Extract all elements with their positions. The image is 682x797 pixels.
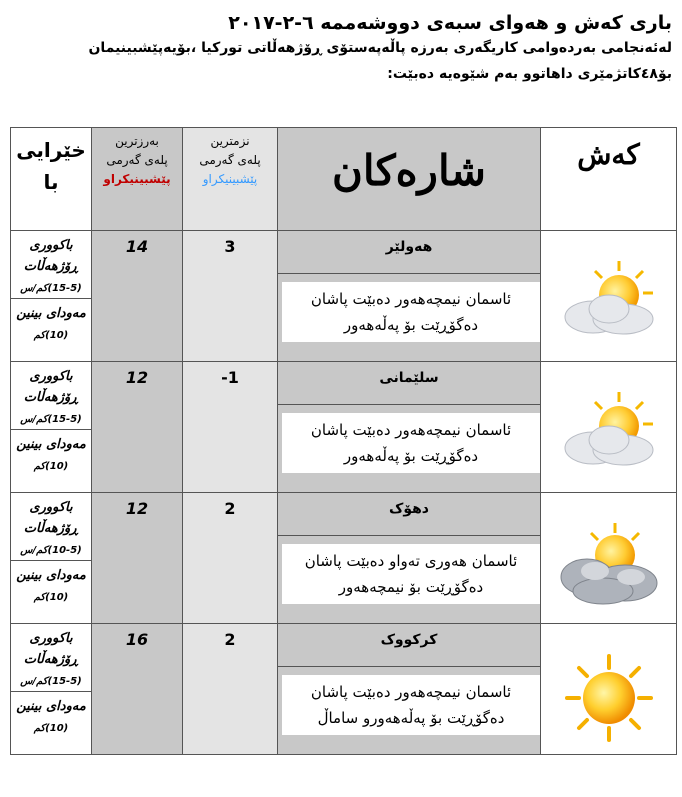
max-temp-header xyxy=(92,128,183,231)
forecast-table xyxy=(10,127,677,755)
wind-speed: (15-5)کم/س xyxy=(20,283,82,294)
page-title: باری کەش و هەوای سبەی دووشەممە ٦-٢-٢٠١٧ xyxy=(228,12,672,34)
max-temp: 14 xyxy=(125,237,149,256)
city-cell xyxy=(278,624,541,755)
sunny-icon xyxy=(553,652,665,744)
max-header-l3: پێشبینیکراو xyxy=(103,172,171,186)
max-temp: 12 xyxy=(125,368,149,387)
wind-speed: (15-5)کم/س xyxy=(20,414,82,425)
min-temp-cell xyxy=(183,493,278,624)
visibility-value: (10)کم xyxy=(33,723,69,734)
cities-header-label: شارەکان xyxy=(332,146,486,195)
weather-header xyxy=(541,128,677,231)
cloudy-sun-icon xyxy=(553,521,665,607)
visibility-value: (10)کم xyxy=(33,592,69,603)
wind-direction: باکووری ڕۆژهەڵات xyxy=(23,631,79,667)
partly-cloudy-icon xyxy=(553,390,665,470)
min-temp: 2 xyxy=(224,630,236,649)
wind-cell xyxy=(11,231,92,362)
weather-icon-cell xyxy=(541,231,677,362)
visibility-label: مەودای بینین xyxy=(16,306,86,321)
min-temp: 3 xyxy=(224,237,236,256)
table-row xyxy=(11,362,677,493)
min-temp-cell xyxy=(183,231,278,362)
max-temp: 12 xyxy=(125,499,149,518)
wind-header-label: خێرایی با xyxy=(16,138,86,194)
cities-header xyxy=(278,128,541,231)
max-header-l1: بەرزترین xyxy=(115,134,159,148)
visibility-label: مەودای بینین xyxy=(16,568,86,583)
wind-header xyxy=(11,128,92,231)
wind-cell xyxy=(11,493,92,624)
city-name: دهۆک xyxy=(278,493,540,536)
weather-description: ئاسمان نیمچەهەور دەبێت پاشان دەگۆڕێت بۆ پەڵەهەور xyxy=(282,282,540,342)
table-row xyxy=(11,493,677,624)
wind-cell xyxy=(11,362,92,493)
city-name: هەولێر xyxy=(278,231,540,274)
min-temp-cell xyxy=(183,362,278,493)
wind-cell xyxy=(11,624,92,755)
visibility-label: مەودای بینین xyxy=(16,699,86,714)
max-temp-cell xyxy=(92,231,183,362)
wind-direction: باکووری ڕۆژهەڵات xyxy=(23,369,79,405)
wind-speed: (10-5)کم/س xyxy=(20,545,82,556)
weather-icon-cell xyxy=(541,362,677,493)
weather-description: ئاسمان نیمچەهەور دەبێت پاشان دەگۆڕێت بۆ پەڵەهەور xyxy=(282,413,540,473)
min-temp-cell xyxy=(183,624,278,755)
table-row xyxy=(11,624,677,755)
visibility-value: (10)کم xyxy=(33,461,69,472)
visibility-value: (10)کم xyxy=(33,330,69,341)
header-row xyxy=(11,128,677,231)
city-cell xyxy=(278,493,541,624)
wind-speed: (15-5)کم/س xyxy=(20,676,82,687)
weather-description: ئاسمان نیمچەهەور دەبێت پاشان دەگۆڕێت بۆ پەڵەهەورو ساماڵ xyxy=(282,675,540,735)
city-cell xyxy=(278,362,541,493)
intro-line-2: بۆ٤٨کاتژمێری داهاتوو بەم شێوەیە دەبێت: xyxy=(387,66,672,82)
min-header-l2: پلەی گەرمی xyxy=(199,153,261,167)
weather-icon-cell xyxy=(541,624,677,755)
max-temp-cell xyxy=(92,362,183,493)
table-row xyxy=(11,231,677,362)
weather-icon-cell xyxy=(541,493,677,624)
min-temp: -1 xyxy=(221,368,239,387)
weather-header-label: کەش xyxy=(577,138,640,171)
partly-cloudy-icon xyxy=(553,259,665,339)
max-header-l2: پلەی گەرمی xyxy=(106,153,168,167)
min-temp: 2 xyxy=(224,499,236,518)
weather-description: ئاسمان هەوری تەواو دەبێت پاشان دەگۆڕێت بۆ نیمچەهەور xyxy=(282,544,540,604)
min-header-l3: پێشبینیکراو xyxy=(202,172,258,186)
max-temp-cell xyxy=(92,624,183,755)
wind-direction: باکووری ڕۆژهەڵات xyxy=(23,500,79,536)
city-cell xyxy=(278,231,541,362)
max-temp-cell xyxy=(92,493,183,624)
city-name: کرکووک xyxy=(278,624,540,667)
visibility-label: مەودای بینین xyxy=(16,437,86,452)
min-temp-header xyxy=(183,128,278,231)
city-name: سلێمانی xyxy=(278,362,540,405)
max-temp: 16 xyxy=(125,630,149,649)
wind-direction: باکووری ڕۆژهەڵات xyxy=(23,238,79,274)
min-header-l1: نزمترین xyxy=(210,134,250,148)
intro-line-1: لەئەنجامی بەردەوامی کاریگەری بەرزە پاڵەپەستۆی ڕۆژهەڵاتی تورکیا ،بۆیەپێشبینیمان xyxy=(88,40,672,56)
